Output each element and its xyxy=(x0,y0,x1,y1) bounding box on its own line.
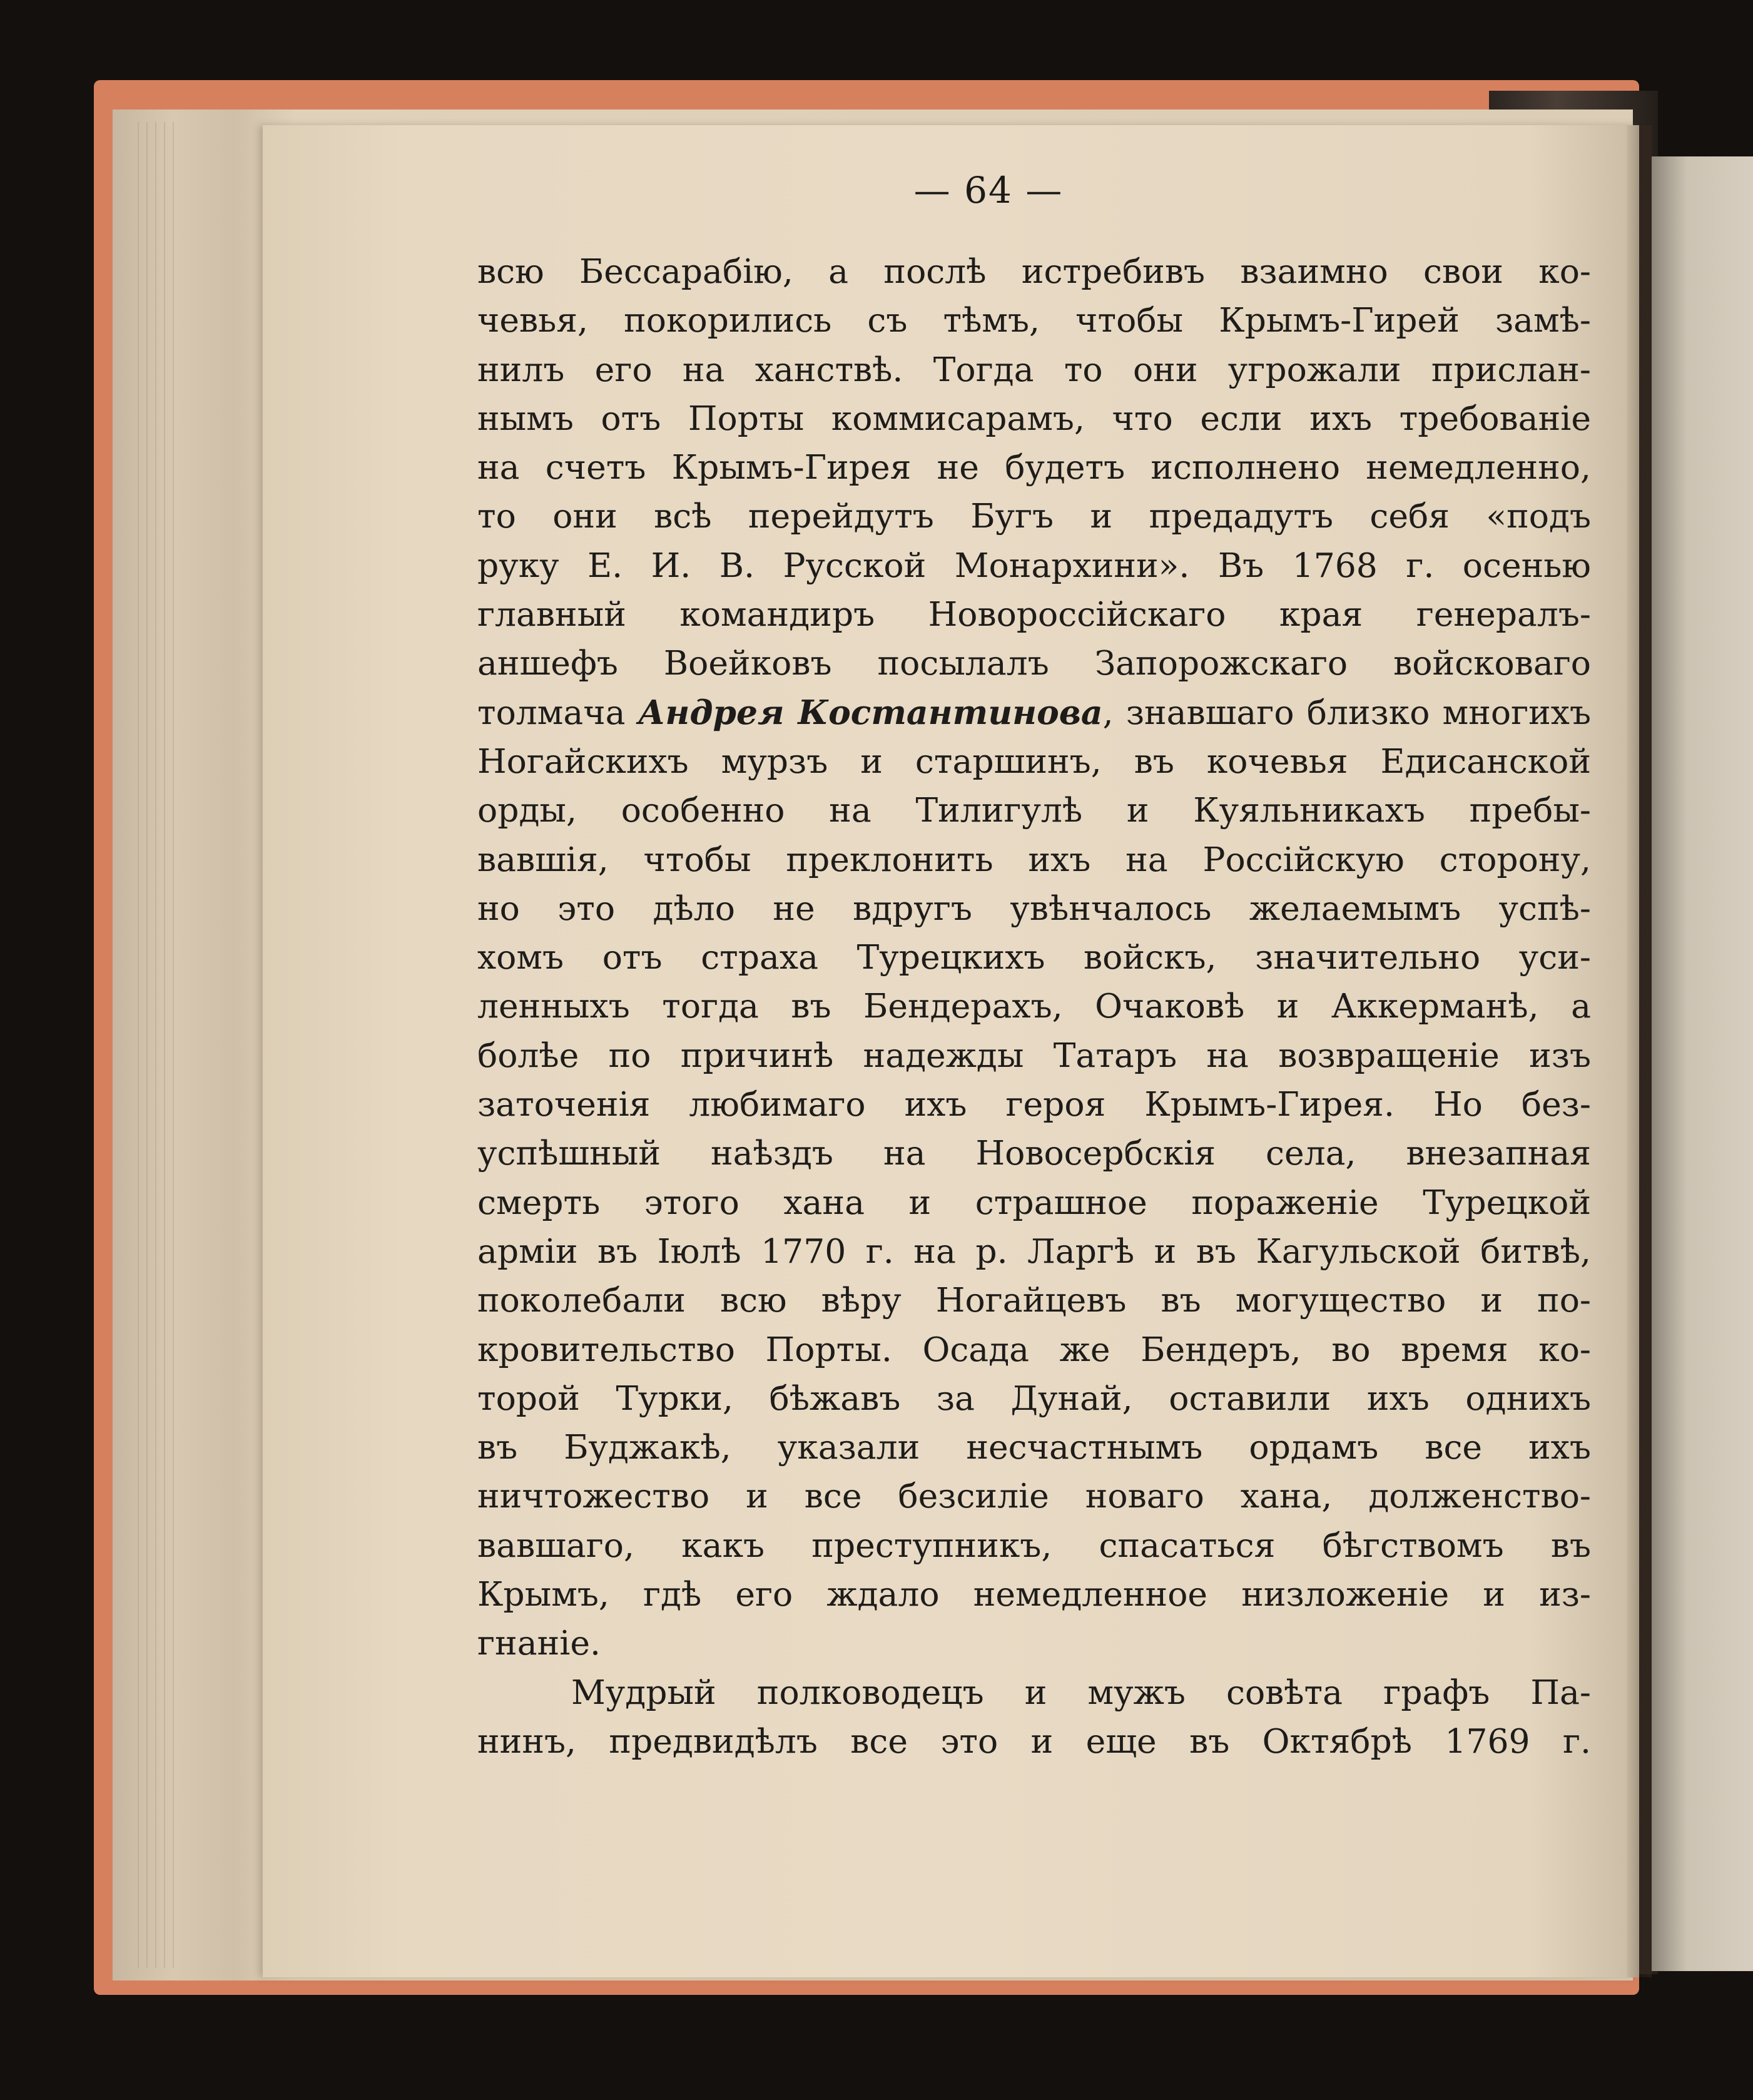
text-line: орды, особенно на Тилигулѣ и Куяльникахъ пребы- xyxy=(477,790,1591,830)
text-line: кровительство Порты. Осада же Бендеръ, во время ко- xyxy=(477,1329,1591,1369)
text-line-paragraph-end: гнаніе. xyxy=(477,1623,601,1663)
text-line: ленныхъ тогда въ Бендерахъ, Очаковѣ и Аккерманѣ, а xyxy=(477,986,1591,1026)
text-line: въ Буджакѣ, указали несчастнымъ ордамъ все ихъ xyxy=(477,1427,1591,1467)
text-line: нымъ отъ Порты коммисарамъ, что если ихъ требованіе xyxy=(477,398,1591,438)
text-line: поколебали всю вѣру Ногайцевъ въ могущество и по- xyxy=(477,1280,1591,1320)
text-line: арміи въ Іюлѣ 1770 г. на р. Ларгѣ и въ Кагульской битвѣ, xyxy=(477,1231,1591,1271)
text-fragment: толмача xyxy=(477,692,638,732)
text-line-paragraph-start: Мудрый полководецъ и мужъ совѣта графъ Па- xyxy=(571,1672,1591,1712)
text-line: нинъ, предвидѣлъ все это и еще въ Октябрѣ 1769 г. xyxy=(477,1721,1591,1761)
text-line: смерть этого хана и страшное пораженіе Турецкой xyxy=(477,1182,1591,1222)
text-fragment: , знавшаго близко многихъ xyxy=(1102,692,1592,732)
facing-page-edge xyxy=(1652,156,1753,1971)
text-line: успѣшный наѣздъ на Новосербскія села, внезапная xyxy=(477,1133,1591,1173)
text-line: чевья, покорились съ тѣмъ, чтобы Крымъ-Гирей замѣ- xyxy=(477,300,1591,340)
text-line: на счетъ Крымъ-Гирея не будетъ исполнено немедленно, xyxy=(477,447,1591,487)
italic-person-name: Андрея Костантинова xyxy=(638,692,1103,732)
text-line: Крымъ, гдѣ его ждало немедленное низложеніе и из- xyxy=(477,1574,1591,1614)
text-line-with-name xyxy=(477,688,1591,737)
text-line: руку Е. И. В. Русской Монархини». Въ 1768 г. осенью xyxy=(477,545,1591,585)
text-line: торой Турки, бѣжавъ за Дунай, оставили ихъ однихъ xyxy=(477,1378,1591,1418)
page-text xyxy=(477,247,1591,1766)
text-line: всю Бессарабію, а послѣ истребивъ взаимно свои ко- xyxy=(477,252,1591,291)
text-line: Ногайскихъ мурзъ и старшинъ, въ кочевья Едисанской xyxy=(477,741,1591,781)
text-line: ничтожество и все безсиліе новаго хана, долженство- xyxy=(477,1476,1591,1516)
text-line: вавшія, чтобы преклонить ихъ на Россійскую сторону, xyxy=(477,839,1591,879)
text-line: заточенія любимаго ихъ героя Крымъ-Гирея. Но без- xyxy=(477,1084,1591,1124)
page-gutter-shadow xyxy=(1627,125,1652,1977)
text-line: но это дѣло не вдругъ увѣнчалось желаемымъ успѣ- xyxy=(477,888,1591,928)
text-line: вавшаго, какъ преступникъ, спасаться бѣгствомъ въ xyxy=(477,1525,1591,1565)
text-line: то они всѣ перейдутъ Бугъ и предадутъ себя «подъ xyxy=(477,496,1591,536)
text-line: болѣе по причинѣ надежды Татаръ на возвращеніе изъ xyxy=(477,1035,1591,1075)
text-line: главный командиръ Новороссійскаго края генералъ- xyxy=(477,594,1591,635)
page-number: — 64 — xyxy=(913,169,1064,212)
text-line: аншефъ Воейковъ посылалъ Запорожскаго войсковаго xyxy=(477,643,1591,683)
text-line: нилъ его на ханствѣ. Тогда то они угрожали прислан- xyxy=(477,349,1591,389)
text-line: хомъ отъ страха Турецкихъ войскъ, значительно уси- xyxy=(477,937,1591,977)
